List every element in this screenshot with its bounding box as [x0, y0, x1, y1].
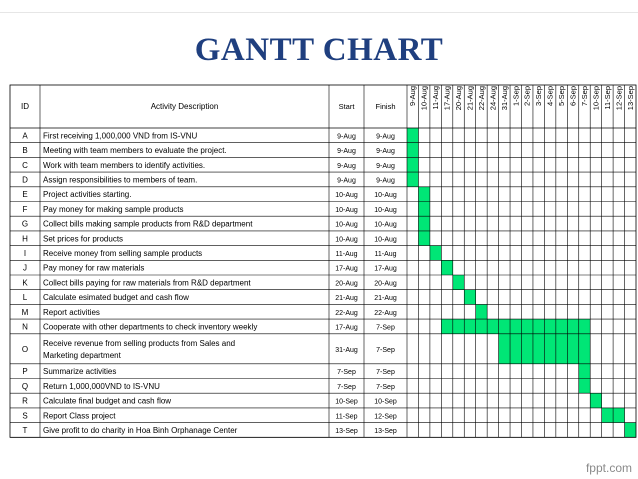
gantt-bar [499, 319, 510, 334]
gantt-bar [533, 319, 544, 334]
gantt-bar [453, 319, 464, 334]
task-description: Work with team members to identify activities. [43, 160, 206, 170]
task-description: Assign responsibilities to members of team. [43, 175, 198, 185]
gantt-bar [556, 319, 567, 334]
gantt-bar [510, 334, 521, 364]
gantt-bar [522, 319, 533, 334]
task-finish: 10-Sep [374, 398, 397, 406]
gantt-bar [430, 246, 441, 261]
task-start: 9-Aug [337, 133, 356, 141]
gantt-bar [544, 334, 555, 364]
task-finish: 21-Aug [374, 295, 397, 303]
task-finish: 9-Aug [376, 133, 395, 141]
gantt-bar [487, 319, 498, 334]
task-id: C [22, 160, 28, 170]
task-start: 22-Aug [335, 309, 358, 317]
task-description: Marketing department [43, 350, 121, 360]
task-start: 7-Sep [337, 383, 356, 391]
task-finish: 9-Aug [376, 162, 395, 170]
task-start: 31-Aug [335, 346, 358, 354]
gantt-bar [441, 319, 452, 334]
task-id: Q [21, 381, 29, 391]
task-description: Give profit to do charity in Hoa Binh Orphanage Center [43, 425, 238, 435]
task-id: P [22, 367, 28, 377]
gantt-bar [579, 319, 590, 334]
gantt-bar [418, 231, 429, 246]
gantt-bar [533, 334, 544, 364]
gantt-bar [579, 379, 590, 394]
date-header-label: 20-Aug [454, 86, 464, 111]
task-start: 13-Sep [335, 427, 358, 435]
date-header-label: 12-Sep [614, 86, 624, 111]
task-id: A [22, 131, 28, 141]
task-start: 10-Aug [335, 221, 358, 229]
task-id: F [22, 204, 28, 214]
task-description: Pay money for making sample products [43, 204, 184, 214]
task-id: S [22, 411, 28, 421]
date-header-label: 10-Aug [419, 86, 429, 111]
task-description: Report activities [43, 307, 100, 317]
gantt-bar [476, 319, 487, 334]
task-description: Cooperate with other departments to check inventory weekly [43, 322, 258, 332]
task-start: 9-Aug [337, 162, 356, 170]
gantt-bar [453, 275, 464, 290]
date-header-label: 2-Sep [522, 86, 532, 107]
task-finish: 7-Sep [376, 324, 395, 332]
task-start: 20-Aug [335, 280, 358, 288]
task-start: 10-Aug [335, 236, 358, 244]
task-description: Calculate esimated budget and cash flow [43, 293, 189, 303]
header-start: Start [338, 102, 355, 111]
task-description: Summarize activities [43, 367, 117, 377]
task-finish: 10-Aug [374, 221, 397, 229]
task-finish: 11-Aug [374, 250, 397, 258]
task-finish: 7-Sep [376, 346, 395, 354]
task-finish: 22-Aug [374, 309, 397, 317]
date-header-label: 10-Sep [591, 86, 601, 111]
date-header-label: 11-Aug [431, 86, 441, 110]
gantt-bar [499, 334, 510, 364]
gantt-bar [602, 408, 613, 423]
task-description: Return 1,000,000VND to IS-VNU [43, 381, 160, 391]
date-header-label: 21-Aug [465, 86, 475, 111]
task-start: 17-Aug [335, 324, 358, 332]
date-header-label: 6-Sep [568, 86, 578, 107]
header-finish: Finish [375, 102, 396, 111]
task-description: Project activities starting. [43, 190, 132, 200]
task-finish: 20-Aug [374, 280, 397, 288]
task-start: 10-Aug [335, 206, 358, 214]
gantt-bar [579, 334, 590, 364]
gantt-bar [407, 172, 418, 187]
date-header-label: 9-Aug [408, 86, 418, 107]
task-id: L [22, 293, 28, 303]
task-id: K [22, 278, 28, 288]
date-header-label: 17-Aug [442, 86, 452, 111]
task-start: 7-Sep [337, 369, 356, 377]
task-finish: 9-Aug [376, 148, 395, 156]
task-description: Calculate final budget and cash flow [43, 396, 172, 406]
task-id: M [21, 307, 29, 317]
task-start: 11-Sep [335, 413, 358, 421]
task-finish: 7-Sep [376, 369, 395, 377]
task-start: 10-Sep [335, 398, 358, 406]
gantt-bar [441, 260, 452, 275]
task-id: I [23, 248, 27, 258]
task-finish: 13-Sep [374, 427, 397, 435]
task-description: Receive revenue from selling products from Sales and [43, 338, 236, 348]
date-header-label: 11-Sep [602, 86, 612, 110]
task-start: 9-Aug [337, 177, 356, 185]
date-header-label: 3-Sep [534, 86, 544, 107]
date-header-label: 24-Aug [488, 86, 498, 111]
footer-brand: fppt.com [585, 461, 632, 475]
gantt-bar [476, 304, 487, 319]
task-id: H [22, 234, 28, 244]
task-start: 21-Aug [335, 295, 358, 303]
task-description: First receiving 1,000,000 VND from IS-VNU [43, 131, 198, 141]
page-title: GANTT CHART [194, 32, 444, 68]
header-id: ID [21, 102, 29, 111]
task-id: D [22, 175, 28, 185]
task-id: J [23, 263, 27, 273]
task-description: Pay money for raw materials [43, 263, 145, 273]
task-description: Set prices for products [43, 234, 124, 244]
date-header-label: 13-Sep [625, 86, 635, 111]
gantt-bar [464, 319, 475, 334]
task-start: 11-Aug [335, 250, 358, 258]
gantt-bar [567, 319, 578, 334]
gantt-bar [418, 216, 429, 231]
task-id: N [22, 322, 28, 332]
task-description: Collect bills making sample products from R&D department [43, 219, 253, 229]
gantt-bar [544, 319, 555, 334]
task-description: Meeting with team members to evaluate the project. [43, 146, 227, 156]
gantt-bar [590, 393, 601, 408]
gantt-bar [407, 143, 418, 158]
task-finish: 10-Aug [374, 192, 397, 200]
date-header-label: 31-Aug [499, 86, 509, 111]
task-finish: 7-Sep [376, 383, 395, 391]
task-id: O [21, 344, 29, 354]
task-description: Report Class project [43, 411, 116, 421]
task-finish: 9-Aug [376, 177, 395, 185]
task-finish: 12-Sep [374, 413, 397, 421]
task-start: 10-Aug [335, 192, 358, 200]
task-id: E [22, 190, 28, 200]
task-description: Collect bills paying for raw materials from R&D department [43, 278, 251, 288]
gantt-bar [407, 128, 418, 143]
task-id: T [22, 425, 28, 435]
task-finish: 17-Aug [374, 265, 397, 273]
gantt-bar [613, 408, 624, 423]
gantt-bar [567, 334, 578, 364]
gantt-bar [510, 319, 521, 334]
gantt-bar [418, 202, 429, 217]
date-header-label: 5-Sep [557, 86, 567, 107]
header-description: Activity Description [150, 102, 219, 111]
gantt-bar [407, 157, 418, 172]
date-header-label: 1-Sep [511, 86, 521, 107]
task-id: B [22, 146, 28, 156]
task-description: Receive money from selling sample products [43, 248, 203, 258]
task-id: G [21, 219, 29, 229]
task-id: R [22, 396, 28, 406]
date-header-label: 7-Sep [579, 86, 589, 107]
task-start: 9-Aug [337, 148, 356, 156]
gantt-bar [625, 423, 636, 438]
date-header-label: 22-Aug [476, 86, 486, 111]
gantt-bar [556, 334, 567, 364]
gantt-bar [522, 334, 533, 364]
task-start: 17-Aug [335, 265, 358, 273]
date-header-label: 4-Sep [545, 86, 555, 107]
task-finish: 10-Aug [374, 206, 397, 214]
task-finish: 10-Aug [374, 236, 397, 244]
gantt-bar [464, 290, 475, 305]
gantt-bar [418, 187, 429, 202]
gantt-bar [579, 364, 590, 379]
